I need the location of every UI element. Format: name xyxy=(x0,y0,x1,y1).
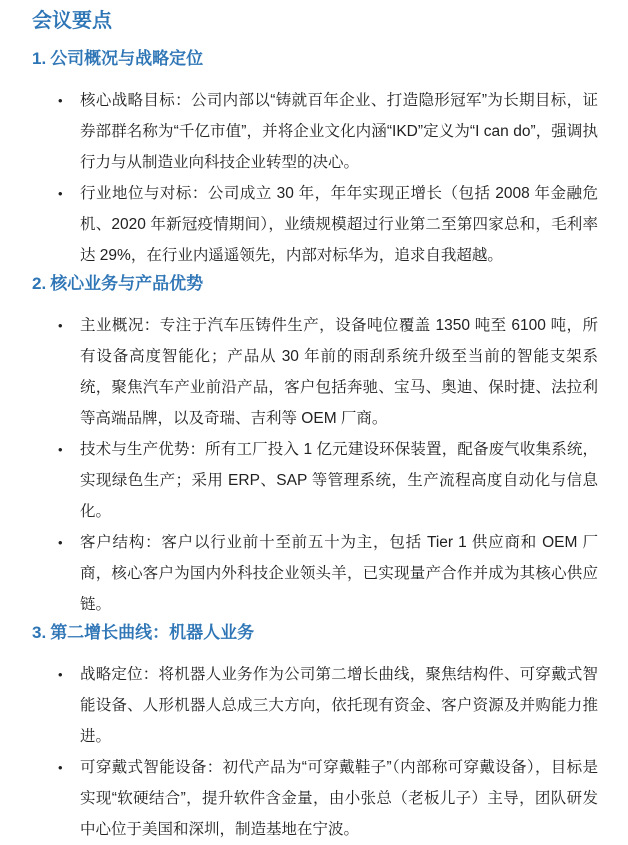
section-1 xyxy=(32,48,598,271)
bullet-icon: • xyxy=(58,442,63,457)
list-item xyxy=(32,85,598,178)
section-heading xyxy=(32,48,598,70)
section-heading-text: 公司概况与战略定位 xyxy=(50,49,204,68)
section-number: 1. xyxy=(32,49,47,68)
section-heading xyxy=(32,622,598,644)
page-title: 会议要点 xyxy=(32,10,112,32)
list-item-text: 客户结构：客户以行业前十至前五十为主，包括 Tier 1 供应商和 OEM 厂商，核心客户为国内外科技企业领头羊，已实现量产合作并成为其核心供应链。 xyxy=(80,534,598,613)
section-2 xyxy=(32,273,598,620)
bullet-list xyxy=(32,310,598,620)
list-item-text: 主业概况：专注于汽车压铸件生产，设备吨位覆盖 1350 吨至 6100 吨，所有设备高度智能化；产品从 30 年前的雨刮系统升级至当前的智能支架系统，聚焦汽车产业前沿产品，客户包括奔驰、宝马、奥迪、保时捷、法拉利等高端品牌，以及奇瑞、吉利等 OEM 厂商。 xyxy=(80,317,598,427)
section-number: 3. xyxy=(32,623,47,642)
bullet-icon: • xyxy=(58,535,63,550)
section-number: 2. xyxy=(32,274,47,293)
list-item-text: 技术与生产优势：所有工厂投入 1 亿元建设环保装置，配备废气收集系统，实现绿色生产；采用 ERP、SAP 等管理系统，生产流程高度自动化与信息化。 xyxy=(80,441,598,520)
list-item-text: 核心战略目标：公司内部以“铸就百年企业、打造隐形冠军”为长期目标，证券部群名称为“千亿市值”，并将企业文化内涵“IKD”定义为“I can do”，强调执行力与从制造业向科技企业转型的决心。 xyxy=(80,92,598,171)
section-heading-text: 核心业务与产品优势 xyxy=(50,274,204,293)
bullet-list xyxy=(32,85,598,271)
bullet-icon: • xyxy=(58,318,63,333)
list-item-text: 行业地位与对标：公司成立 30 年，年年实现正增长（包括 2008 年金融危机、2020 年新冠疫情期间），业绩规模超过行业第二至第四家总和，毛利率达 29%，在行业内遥遥领先，内部对标华为，追求自我超越。 xyxy=(80,185,598,264)
list-item xyxy=(32,659,598,752)
bullet-list xyxy=(32,659,598,845)
bullet-icon: • xyxy=(58,93,63,108)
list-item xyxy=(32,310,598,434)
bullet-icon: • xyxy=(58,667,63,682)
list-item xyxy=(32,527,598,620)
section-heading xyxy=(32,273,598,295)
list-item-text: 可穿戴式智能设备：初代产品为“可穿戴鞋子”（内部称可穿戴设备），目标是实现“软硬结合”，提升软件含金量，由小张总（老板儿子）主导，团队研发中心位于美国和深圳，制造基地在宁波。 xyxy=(80,759,598,838)
list-item xyxy=(32,178,598,271)
bullet-icon: • xyxy=(58,760,63,775)
section-3 xyxy=(32,622,598,845)
bullet-icon: • xyxy=(58,186,63,201)
list-item xyxy=(32,434,598,527)
section-heading-text: 第二增长曲线：机器人业务 xyxy=(50,623,255,642)
list-item-text: 战略定位：将机器人业务作为公司第二增长曲线，聚焦结构件、可穿戴式智能设备、人形机器人总成三大方向，依托现有资金、客户资源及并购能力推进。 xyxy=(80,666,598,745)
list-item xyxy=(32,752,598,845)
